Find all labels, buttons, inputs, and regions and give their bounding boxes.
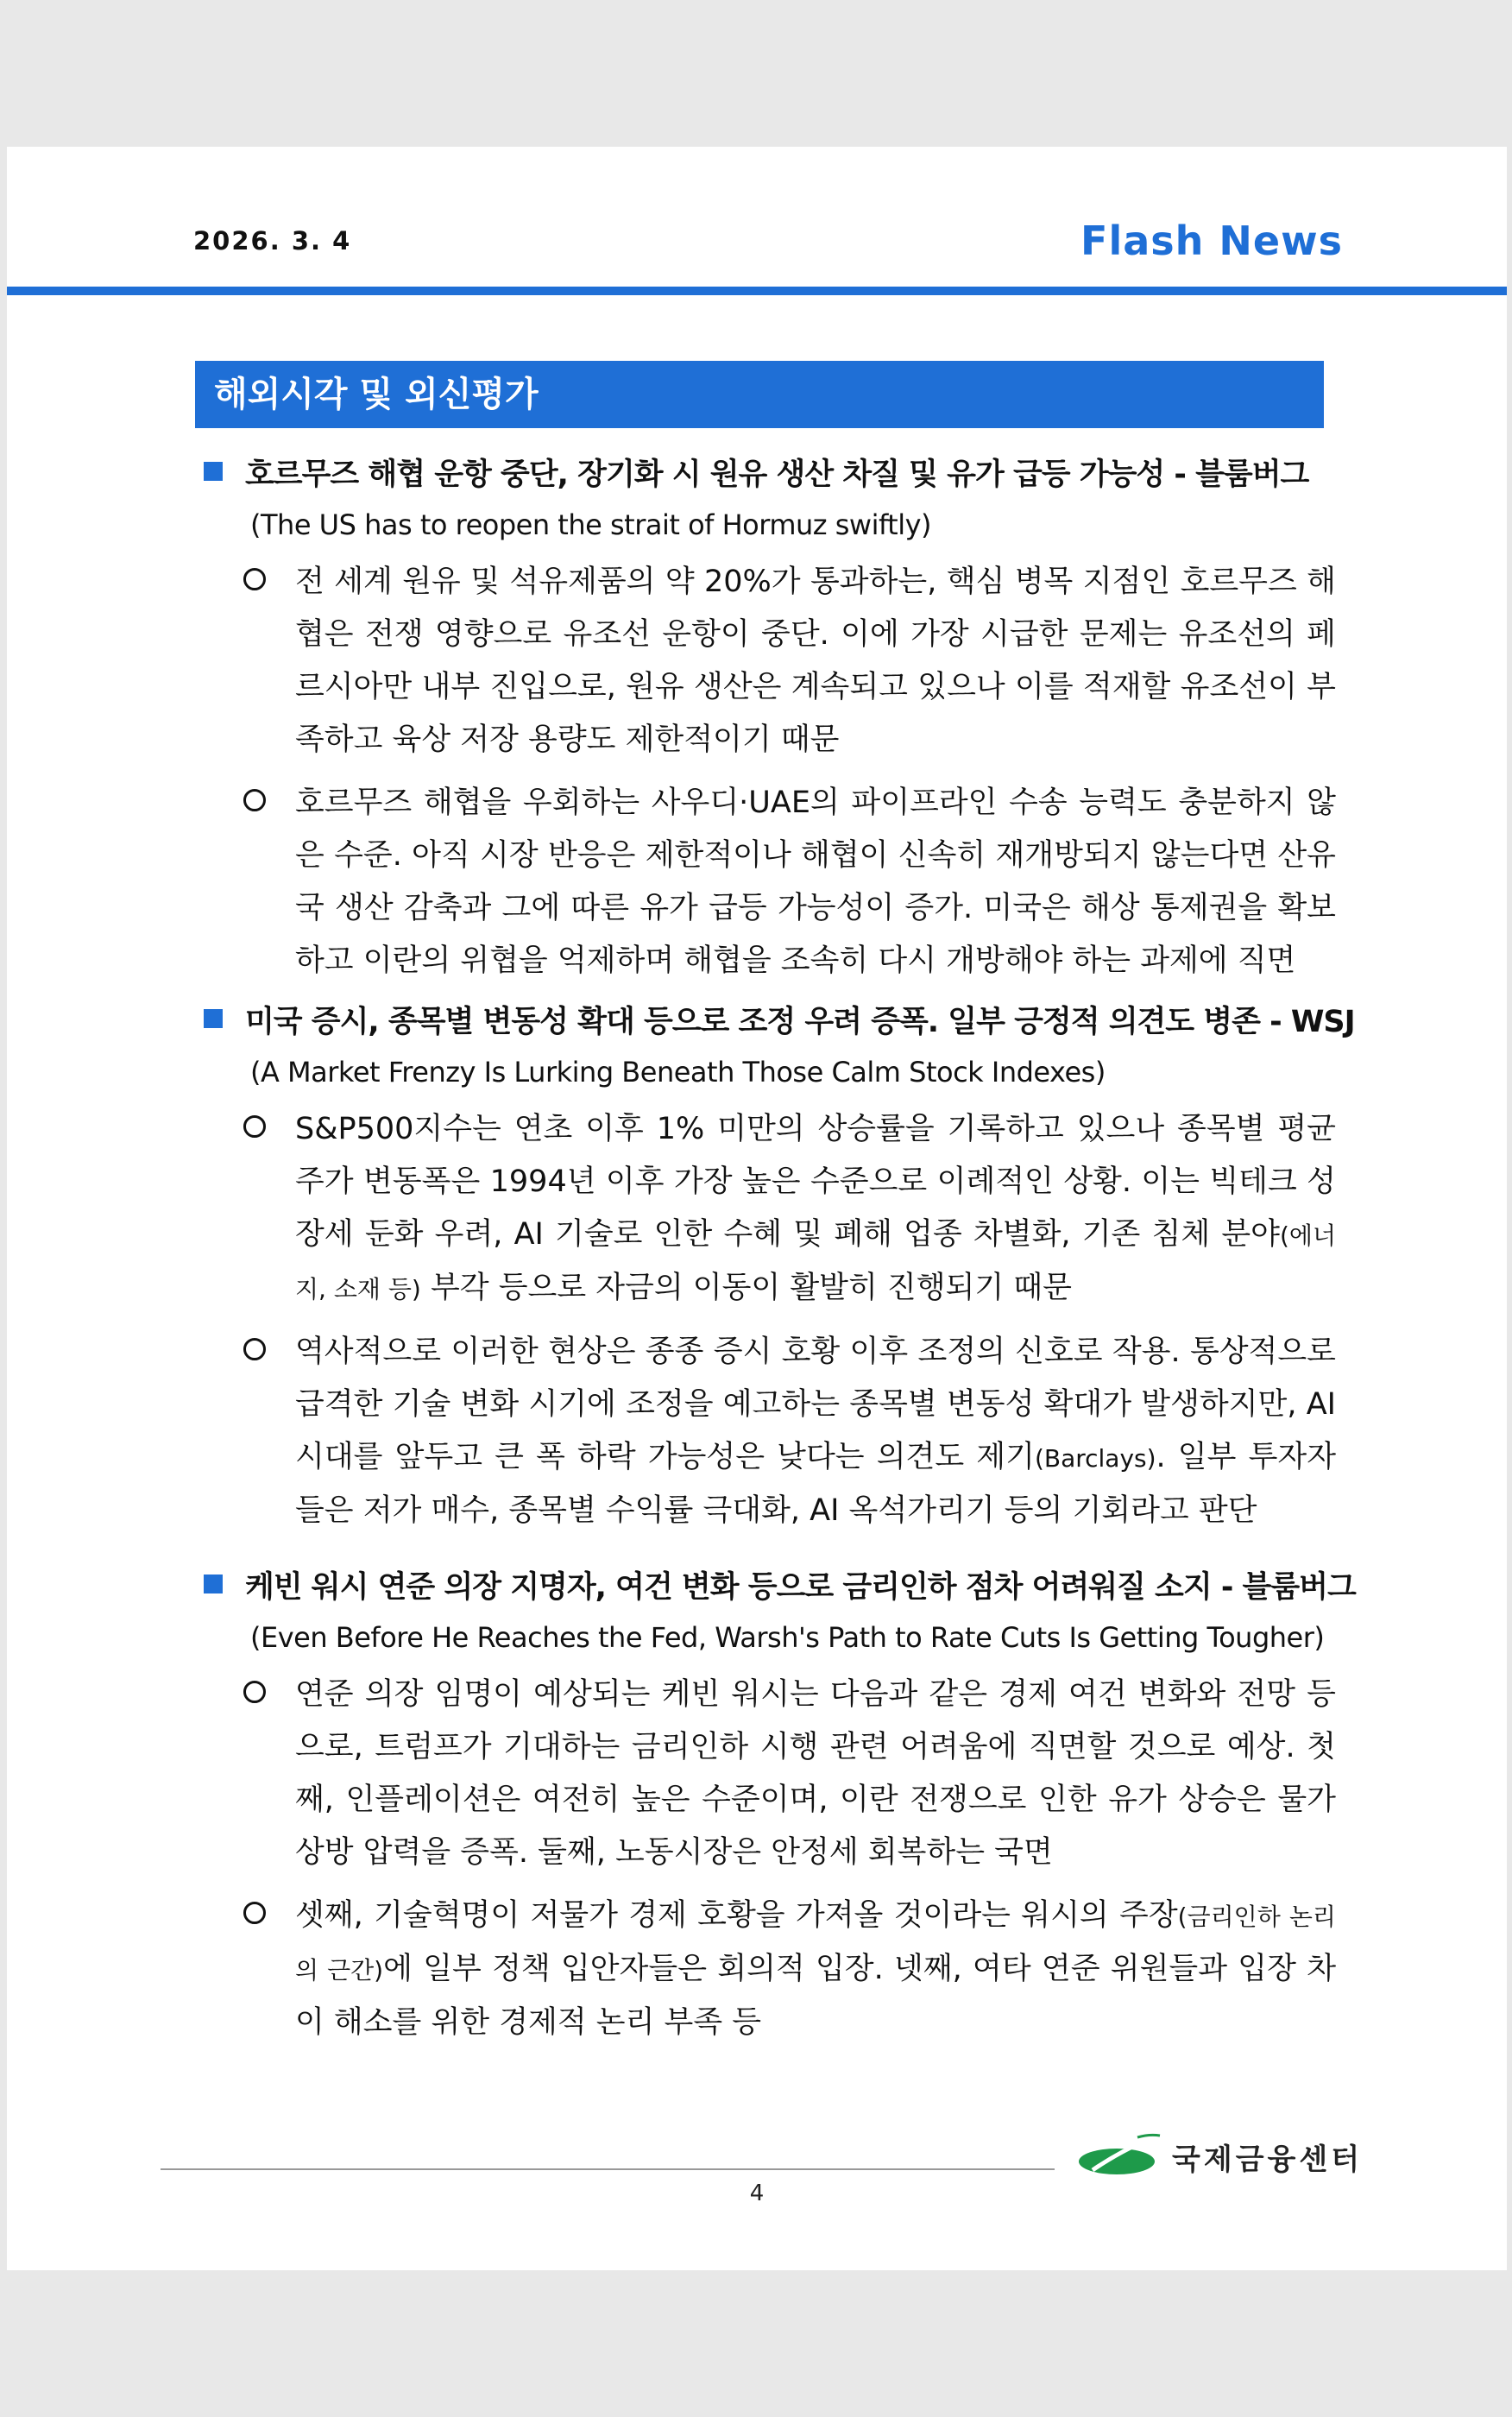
news-item-title: 케빈 워시 연준 의장 지명자, 여건 변화 등으로 금리인하 점차 어려워질 소지 - 블룸버그: [204, 1563, 1336, 1612]
news-item-us-stocks: [204, 998, 1355, 1537]
kcif-logo-icon: [1077, 2132, 1163, 2180]
news-item-subtitle: (Even Before He Reaches the Fed, Warsh's Path to Rate Cuts Is Getting Tougher): [250, 1621, 1325, 1654]
brand-title: Flash News: [1080, 218, 1343, 264]
document-page: [7, 147, 1507, 2270]
bullet-point: 호르무즈 해협을 우회하는 사우디·UAE의 파이프라인 수송 능력도 충분하지 않은 수준. 아직 시장 반응은 제한적이나 해협이 신속히 재개방되지 않는다면 산유국 생산 감축과 그에 따른 유가 급등 가능성이 증가. 미국은 해상 통제권을 확보하고 이란의 위협을 억제하며 해협을 조속히 다시 개방해야 하는 과제에 직면: [204, 777, 1336, 988]
circle-bullet-icon: [243, 1115, 266, 1138]
header-divider: [7, 287, 1507, 295]
bullet-point: 연준 의장 임명이 예상되는 케빈 워시는 다음과 같은 경제 여건 변화와 전망 등으로, 트럼프가 기대하는 금리인하 시행 관련 어려움에 직면할 것으로 예상. 첫째, 인플레이션은 여전히 높은 수준이며, 이란 전쟁으로 인한 유가 상승은 물가 상방 압력을 증폭. 둘째, 노동시장은 안정세 회복하는 국면: [204, 1669, 1336, 1879]
circle-bullet-icon: [243, 568, 266, 590]
circle-bullet-icon: [243, 1681, 266, 1703]
news-item-hormuz: [204, 451, 1336, 988]
bullet-point: 역사적으로 이러한 현상은 종종 증시 호황 이후 조정의 신호로 작용. 통상적으로 급격한 기술 변화 시기에 조정을 예고하는 종목별 변동성 확대가 발생하지만, AI 시대를 앞두고 큰 폭 하락 가능성은 낮다는 의견도 제기(Barclays). 일부 투자자들은 저가 매수, 종목별 수익률 극대화, AI 옥석가리기 등의 기회라고 판단: [204, 1326, 1336, 1537]
news-item-warsh: [204, 1563, 1356, 2049]
kcif-logo: [1077, 2132, 1363, 2180]
bullet-point: 전 세계 원유 및 석유제품의 약 20%가 통과하는, 핵심 병목 지점인 호르무즈 해협은 전쟁 영향으로 유조선 운항이 중단. 이에 가장 시급한 문제는 유조선의 페르시아만 내부 진입으로, 원유 생산은 계속되고 있으나 이를 적재할 유조선이 부족하고 육상 저장 용량도 제한적이기 때문: [204, 556, 1336, 767]
square-bullet-icon: [204, 1575, 223, 1593]
news-item-title: 호르무즈 해협 운항 중단, 장기화 시 원유 생산 차질 및 유가 급등 가능성 - 블룸버그: [204, 451, 1336, 499]
circle-bullet-icon: [243, 789, 266, 811]
news-item-subtitle: (A Market Frenzy Is Lurking Beneath Those Calm Stock Indexes): [250, 1056, 1106, 1089]
report-date: 2026. 3. 4: [193, 226, 352, 256]
page-number: 4: [749, 2180, 765, 2206]
logo-text: 국제금융센터: [1172, 2142, 1364, 2177]
news-item-title: 미국 증시, 종목별 변동성 확대 등으로 조정 우려 증폭. 일부 긍정적 의견도 병존 - WSJ: [204, 998, 1336, 1046]
footer-divider: [161, 2168, 1055, 2170]
circle-bullet-icon: [243, 1902, 266, 1924]
bullet-point: 셋째, 기술혁명이 저물가 경제 호황을 가져올 것이라는 워시의 주장(금리인하 논리의 근간)에 일부 정책 입안자들은 회의적 입장. 넷째, 여타 연준 위원들과 입장 차이 해소를 위한 경제적 논리 부족 등: [204, 1890, 1336, 2049]
news-item-subtitle: (The US has to reopen the strait of Hormuz swiftly): [250, 508, 932, 541]
bullet-point: S&P500지수는 연초 이후 1% 미만의 상승률을 기록하고 있으나 종목별 평균 주가 변동폭은 1994년 이후 가장 높은 수준으로 이례적인 상황. 이는 빅테크 성장세 둔화 우려, AI 기술로 인한 수혜 및 폐해 업종 차별화, 기존 침체 분야(에너지, 소재 등) 부각 등으로 자금의 이동이 활발히 진행되기 때문: [204, 1103, 1336, 1316]
square-bullet-icon: [204, 1009, 223, 1028]
circle-bullet-icon: [243, 1338, 266, 1360]
news-content: [204, 451, 1356, 2060]
square-bullet-icon: [204, 462, 223, 481]
section-title: 해외시각 및 외신평가: [195, 361, 1324, 428]
